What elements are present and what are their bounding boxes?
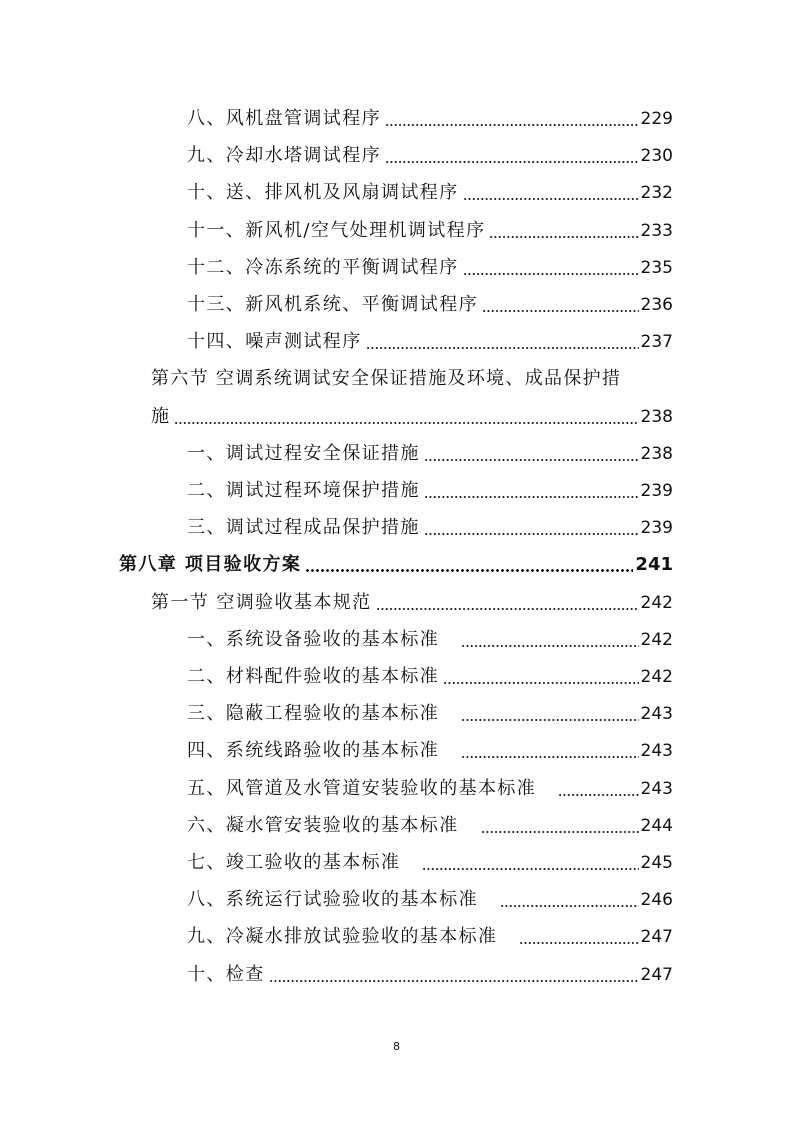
toc-entry-title: 十、送、排风机及风扇调试程序: [187, 182, 459, 204]
toc-subsection-entry[interactable]: [187, 738, 673, 764]
toc-entry-page-number: 242: [640, 629, 673, 650]
toc-dot-leader: [424, 496, 639, 498]
toc-subsection-entry[interactable]: [187, 962, 673, 988]
toc-subsection-entry[interactable]: [187, 813, 673, 839]
toc-subsection-entry[interactable]: [187, 441, 673, 467]
toc-entry-page-number: 239: [640, 481, 673, 501]
toc-dot-leader: [500, 905, 639, 907]
toc-subsection-entry[interactable]: [187, 887, 673, 913]
toc-entry-page-number: 242: [640, 667, 673, 687]
toc-subsection-entry[interactable]: [187, 106, 673, 132]
toc-entry-title: 十、检查: [187, 963, 265, 985]
toc-entry-page-number: 237: [640, 332, 673, 353]
toc-subsection-entry[interactable]: [187, 478, 673, 504]
toc-entry-page-number: 232: [640, 183, 673, 204]
toc-entry-page-number: 247: [640, 964, 673, 985]
toc-entry-title-line1: 第六节 空调系统调试安全保证措施及环境、成品保护措: [151, 368, 622, 390]
toc-entry-page-number: 235: [640, 257, 673, 278]
toc-dot-leader: [461, 756, 638, 758]
toc-subsection-entry[interactable]: [187, 292, 673, 318]
toc-entry-page-number: 229: [640, 109, 673, 129]
toc-entry-title: 五、风管道及水管道安装验收的基本标准: [187, 777, 537, 799]
toc-subsection-entry[interactable]: [187, 850, 673, 876]
toc-dot-leader: [376, 608, 639, 610]
toc-subsection-entry[interactable]: [187, 180, 673, 206]
toc-dot-leader: [385, 161, 639, 163]
toc-entry-page-number: 244: [640, 815, 673, 836]
toc-entry-page-number: 245: [640, 853, 673, 873]
toc-entry-title: 八、系统运行试验验收的基本标准: [187, 889, 478, 911]
toc-entry-title: 九、冷凝水排放试验验收的基本标准: [187, 926, 498, 948]
toc-dot-leader: [558, 794, 638, 796]
toc-entry-page-number: 233: [640, 220, 673, 241]
toc-subsection-entry[interactable]: [187, 701, 673, 727]
toc-dot-leader: [424, 533, 639, 535]
toc-entry-title: 七、竣工验收的基本标准: [187, 852, 401, 873]
toc-dot-leader: [424, 459, 639, 461]
toc-dot-leader: [461, 719, 638, 721]
toc-dot-leader: [461, 645, 638, 647]
toc-subsection-entry[interactable]: [187, 143, 673, 169]
toc-dot-leader: [422, 868, 638, 870]
toc-entry-title: 八、风机盘管调试程序: [187, 108, 381, 129]
toc-entry-title: 九、冷却水塔调试程序: [187, 145, 381, 167]
toc-dot-leader: [385, 124, 639, 126]
toc-dot-leader: [463, 273, 639, 275]
toc-subsection-entry[interactable]: [187, 776, 673, 802]
toc-entry-page-number: 243: [640, 741, 673, 762]
toc-entry-page-number: 230: [640, 146, 673, 167]
toc-section-entry[interactable]: [151, 590, 673, 616]
toc-entry-title: 三、隐蔽工程验收的基本标准: [187, 703, 440, 725]
toc-entry-title: 六、凝水管安装验收的基本标准: [187, 814, 459, 836]
toc-entry-title: 第一节 空调验收基本规范: [151, 591, 372, 613]
toc-dot-leader: [443, 682, 638, 684]
toc-entry-title: 十二、冷冻系统的平衡调试程序: [187, 256, 459, 278]
toc-entry-title: 十四、噪声测试程序: [187, 331, 362, 353]
toc-subsection-entry[interactable]: [187, 924, 673, 950]
toc-entry-title: 第八章 项目验收方案: [119, 554, 302, 576]
toc-dot-leader: [489, 236, 638, 238]
toc-dot-leader: [174, 422, 638, 424]
toc-dot-leader: [519, 942, 638, 944]
toc-entry-page-number: 241: [635, 554, 673, 576]
toc-entry-title: 二、材料配件验收的基本标准: [187, 666, 440, 687]
toc-entry-page-number: 243: [640, 778, 673, 799]
toc-entry-title: 施: [151, 405, 171, 427]
toc-entry-title: 一、调试过程安全保证措施: [187, 442, 420, 464]
toc-entry-title: 十一、新风机/空气处理机调试程序: [187, 219, 486, 241]
toc-entry-title: 二、调试过程环境保护措施: [187, 480, 420, 501]
toc-entry-title: 一、系统设备验收的基本标准: [187, 628, 440, 650]
toc-dot-leader: [269, 980, 639, 982]
toc-entry-page-number: 242: [640, 592, 673, 613]
toc-entry-page-number: 247: [640, 927, 673, 948]
toc-section-entry[interactable]: [151, 404, 673, 430]
toc-entry-title: 三、调试过程成品保护措施: [187, 517, 420, 539]
toc-entry-page-number: 236: [640, 295, 673, 315]
toc-subsection-entry[interactable]: [187, 218, 673, 244]
toc-entry-page-number: 239: [640, 518, 673, 539]
toc-dot-leader: [482, 310, 639, 312]
toc-subsection-entry[interactable]: [187, 329, 673, 355]
toc-entry-page-number: 238: [640, 443, 673, 464]
toc-dot-leader: [305, 569, 633, 572]
toc-subsection-entry[interactable]: [187, 255, 673, 281]
toc-subsection-entry[interactable]: [187, 664, 673, 690]
toc-chapter-entry[interactable]: [119, 552, 673, 578]
toc-entry-page-number: 246: [640, 890, 673, 911]
toc-subsection-entry[interactable]: [187, 627, 673, 653]
footer-page-number: 8: [393, 1040, 400, 1053]
toc-entry-page-number: 238: [640, 406, 673, 427]
toc-entry-page-number: 243: [640, 704, 673, 725]
toc-subsection-entry[interactable]: [187, 515, 673, 541]
toc-dot-leader: [366, 347, 639, 349]
toc-dot-leader: [463, 198, 639, 200]
toc-entry-title: 四、系统线路验收的基本标准: [187, 740, 440, 762]
toc-entry-title: 十三、新风机系统、平衡调试程序: [187, 294, 478, 315]
toc-dot-leader: [481, 831, 639, 833]
